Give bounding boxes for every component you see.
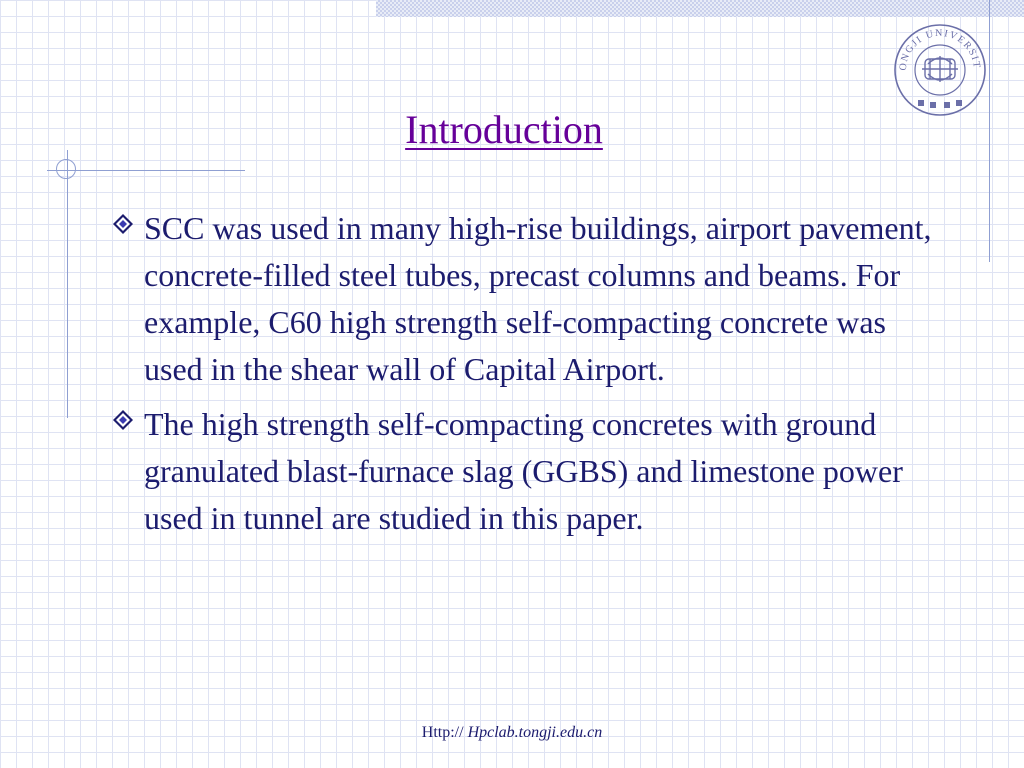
bullet-list	[112, 205, 972, 550]
footer-url	[0, 724, 1024, 742]
diamond-bullet-icon	[112, 401, 144, 436]
decorative-vertical-line-left	[67, 150, 68, 418]
footer-link[interactable]: Hpclab.tongji.edu.cn	[467, 724, 603, 741]
bullet-text: The high strength self-compacting concretes with ground granulated blast-furnace slag (GGBS) and limestone power used in tunnel are studied in this paper.	[144, 406, 903, 536]
bullet-item	[112, 205, 972, 393]
crosshair-circle-icon	[56, 159, 76, 179]
footer-prefix: Http://	[421, 724, 464, 741]
top-pattern-band	[376, 0, 1024, 17]
slide-title: Introduction	[405, 107, 603, 152]
decorative-horizontal-line	[47, 170, 245, 171]
diamond-bullet-icon	[112, 205, 144, 240]
svg-text:TONGJI UNIVERSITY: ONGJI UNIVERSIT	[897, 27, 983, 72]
bullet-text: SCC was used in many high-rise buildings, airport pavement, concrete-filled steel tubes, precast columns and beams. For example, C60 high strength self-compacting concrete was used in the shear wall of Capital Airport.	[144, 210, 932, 387]
bullet-item	[112, 401, 972, 542]
